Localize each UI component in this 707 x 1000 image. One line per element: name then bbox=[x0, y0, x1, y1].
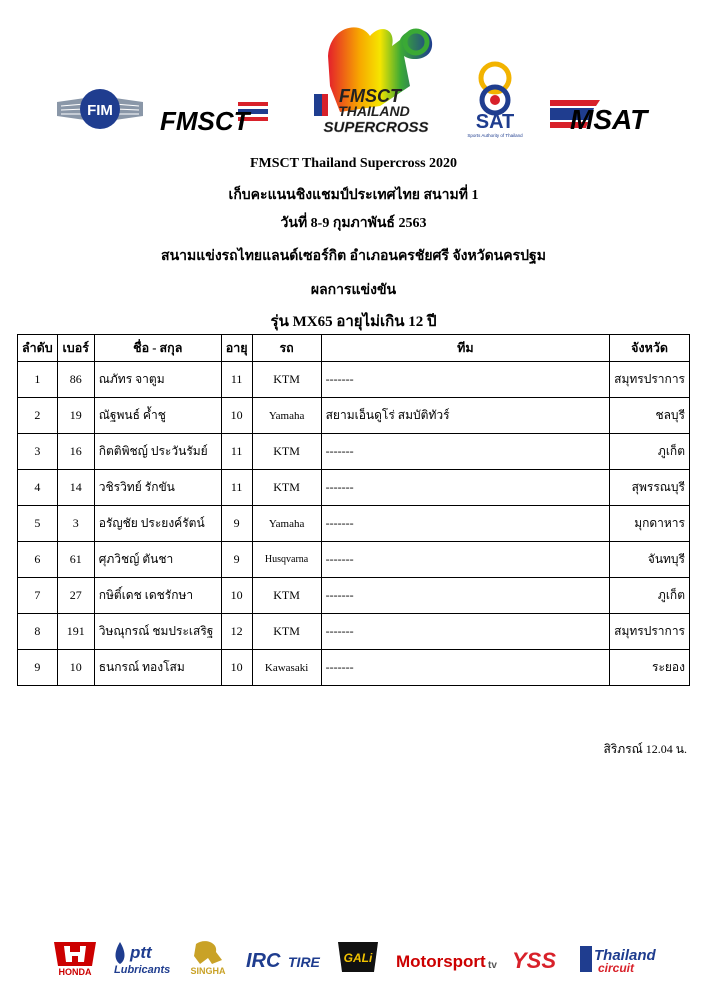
cell-name: ณภัทร จาตูม bbox=[94, 362, 221, 398]
cell-team: ------- bbox=[321, 362, 610, 398]
table-row bbox=[18, 362, 690, 398]
cell-province: สมุทรปราการ bbox=[610, 362, 690, 398]
table-header-row bbox=[18, 335, 690, 362]
sat-logo-subtext: Sports Authority of Thailand bbox=[467, 133, 523, 138]
event-title: FMSCT Thailand Supercross 2020 bbox=[249, 156, 458, 171]
cell-age: 10 bbox=[221, 578, 252, 614]
cell-team: ------- bbox=[321, 578, 610, 614]
cell-province: มุกดาหาร bbox=[610, 506, 690, 542]
cell-age: 11 bbox=[221, 434, 252, 470]
fmsct-logo bbox=[160, 100, 270, 134]
cell-name: ศุภวิชญ์ ตันชา bbox=[94, 542, 221, 578]
cell-name: ณัฐพนธ์ ค้ำชู bbox=[94, 398, 221, 434]
ptt-logo-subtext: Lubricants bbox=[114, 964, 171, 976]
cell-name: กษิติ์เดช เดชรักษา bbox=[94, 578, 221, 614]
cell-team: ------- bbox=[321, 506, 610, 542]
honda-logo-text: HONDA bbox=[58, 967, 92, 976]
irc-logo-text: IRC bbox=[246, 950, 281, 972]
cell-rank: 1 bbox=[18, 362, 58, 398]
ptt-lubricants-logo bbox=[110, 938, 180, 976]
sat-logo bbox=[460, 60, 530, 140]
cell-bike: KTM bbox=[252, 578, 321, 614]
table-row bbox=[18, 650, 690, 686]
supercross-logo bbox=[300, 16, 440, 140]
column-header-team: ทีม bbox=[321, 335, 610, 362]
cell-team: สยามเอ็นดูโร่ สมบัติทัวร์ bbox=[321, 398, 610, 434]
cell-province: สมุทรปราการ bbox=[610, 614, 690, 650]
cell-number: 27 bbox=[57, 578, 94, 614]
event-date: วันที่ 8-9 กุมภาพันธ์ 2563 bbox=[280, 216, 427, 231]
supercross-logo-mid: THAILAND bbox=[338, 103, 410, 119]
cell-bike: Kawasaki bbox=[252, 650, 321, 686]
cell-age: 11 bbox=[221, 362, 252, 398]
event-venue: สนามแข่งรถไทยแลนด์เซอร์กิต อำเภอนครชัยศรี จังหวัดนครปฐม bbox=[161, 249, 546, 264]
cell-name: อรัญชัย ประยงค์รัตน์ bbox=[94, 506, 221, 542]
ptt-logo-text: ptt bbox=[130, 943, 152, 962]
sat-logo-text: SAT bbox=[475, 111, 515, 133]
table-row bbox=[18, 470, 690, 506]
cell-number: 14 bbox=[57, 470, 94, 506]
cell-bike: KTM bbox=[252, 614, 321, 650]
msat-logo bbox=[550, 98, 660, 134]
cell-province: จันทบุรี bbox=[610, 542, 690, 578]
cell-rank: 3 bbox=[18, 434, 58, 470]
cell-number: 16 bbox=[57, 434, 94, 470]
thailand-circuit-logo-text: Thailand bbox=[594, 947, 656, 964]
supercross-logo-bottom: SUPERCROSS bbox=[323, 119, 429, 136]
cell-team: ------- bbox=[321, 614, 610, 650]
results-table bbox=[17, 334, 690, 686]
cell-rank: 7 bbox=[18, 578, 58, 614]
column-header-bike: รถ bbox=[252, 335, 321, 362]
cell-name: วชิรวิทย์ รักขัน bbox=[94, 470, 221, 506]
cell-province: สุพรรณบุรี bbox=[610, 470, 690, 506]
cell-bike: KTM bbox=[252, 362, 321, 398]
cell-age: 10 bbox=[221, 398, 252, 434]
motorsport-logo-subtext: tv bbox=[488, 960, 497, 971]
cell-rank: 5 bbox=[18, 506, 58, 542]
thailand-circuit-logo-subtext: circuit bbox=[598, 961, 635, 975]
cell-age: 11 bbox=[221, 470, 252, 506]
cell-age: 10 bbox=[221, 650, 252, 686]
table-row bbox=[18, 614, 690, 650]
results-label: ผลการแข่งขัน bbox=[310, 283, 397, 298]
class-label: รุ่น MX65 อายุไม่เกิน 12 ปี bbox=[270, 314, 437, 330]
cell-province: ชลบุรี bbox=[610, 398, 690, 434]
cell-team: ------- bbox=[321, 650, 610, 686]
cell-province: ภูเก็ต bbox=[610, 578, 690, 614]
gali-logo bbox=[336, 938, 380, 976]
table-row bbox=[18, 542, 690, 578]
cell-name: วิษณุกรณ์ ชมประเสริฐ bbox=[94, 614, 221, 650]
cell-age: 9 bbox=[221, 542, 252, 578]
irc-tire-logo bbox=[244, 938, 324, 976]
column-header-rank: ลำดับ bbox=[18, 335, 58, 362]
cell-rank: 4 bbox=[18, 470, 58, 506]
msat-logo-text: MSAT bbox=[570, 104, 648, 134]
cell-number: 19 bbox=[57, 398, 94, 434]
singha-logo-text: SINGHA bbox=[190, 966, 226, 976]
cell-bike: KTM bbox=[252, 434, 321, 470]
column-header-name: ชื่อ - สกุล bbox=[94, 335, 221, 362]
cell-rank: 2 bbox=[18, 398, 58, 434]
honda-logo bbox=[48, 938, 102, 976]
gali-logo-text: GALi bbox=[343, 951, 373, 965]
table-row bbox=[18, 506, 690, 542]
table-row bbox=[18, 434, 690, 470]
table-row bbox=[18, 578, 690, 614]
cell-rank: 9 bbox=[18, 650, 58, 686]
event-subtitle: เก็บคะแนนชิงแชมป์ประเทศไทย สนามที่ 1 bbox=[228, 188, 479, 203]
singha-logo bbox=[186, 938, 230, 976]
cell-bike: Yamaha bbox=[252, 398, 321, 434]
cell-age: 9 bbox=[221, 506, 252, 542]
cell-name: กิตติพิชญ์ ประวันรัมย์ bbox=[94, 434, 221, 470]
yss-logo bbox=[510, 938, 568, 976]
cell-bike: Husqvarna bbox=[252, 542, 321, 578]
cell-age: 12 bbox=[221, 614, 252, 650]
cell-rank: 6 bbox=[18, 542, 58, 578]
cell-number: 3 bbox=[57, 506, 94, 542]
irc-logo-subtext: TIRE bbox=[288, 954, 320, 970]
thailand-circuit-logo bbox=[578, 938, 668, 976]
motorsport-logo-text: Motorsport bbox=[396, 952, 486, 971]
supercross-logo-top: FMSCT bbox=[339, 86, 401, 106]
column-header-province: จังหวัด bbox=[610, 335, 690, 362]
cell-number: 191 bbox=[57, 614, 94, 650]
cell-province: ภูเก็ต bbox=[610, 434, 690, 470]
cell-bike: Yamaha bbox=[252, 506, 321, 542]
yss-logo-text: YSS bbox=[512, 948, 557, 973]
motorsport-tv-logo bbox=[396, 938, 502, 976]
fmsct-logo-text: FMSCT bbox=[160, 106, 250, 134]
column-header-age: อายุ bbox=[221, 335, 252, 362]
cell-bike: KTM bbox=[252, 470, 321, 506]
column-header-number: เบอร์ bbox=[57, 335, 94, 362]
cell-name: ธนกรณ์ ทองโสม bbox=[94, 650, 221, 686]
cell-rank: 8 bbox=[18, 614, 58, 650]
cell-number: 61 bbox=[57, 542, 94, 578]
cell-team: ------- bbox=[321, 470, 610, 506]
cell-province: ระยอง bbox=[610, 650, 690, 686]
fim-logo-text: FIM bbox=[87, 102, 113, 119]
cell-number: 10 bbox=[57, 650, 94, 686]
cell-number: 86 bbox=[57, 362, 94, 398]
table-row bbox=[18, 398, 690, 434]
fim-logo bbox=[55, 84, 145, 134]
cell-team: ------- bbox=[321, 434, 610, 470]
footnote-author-time: สิริภรณ์ 12.04 น. bbox=[603, 742, 687, 756]
cell-team: ------- bbox=[321, 542, 610, 578]
